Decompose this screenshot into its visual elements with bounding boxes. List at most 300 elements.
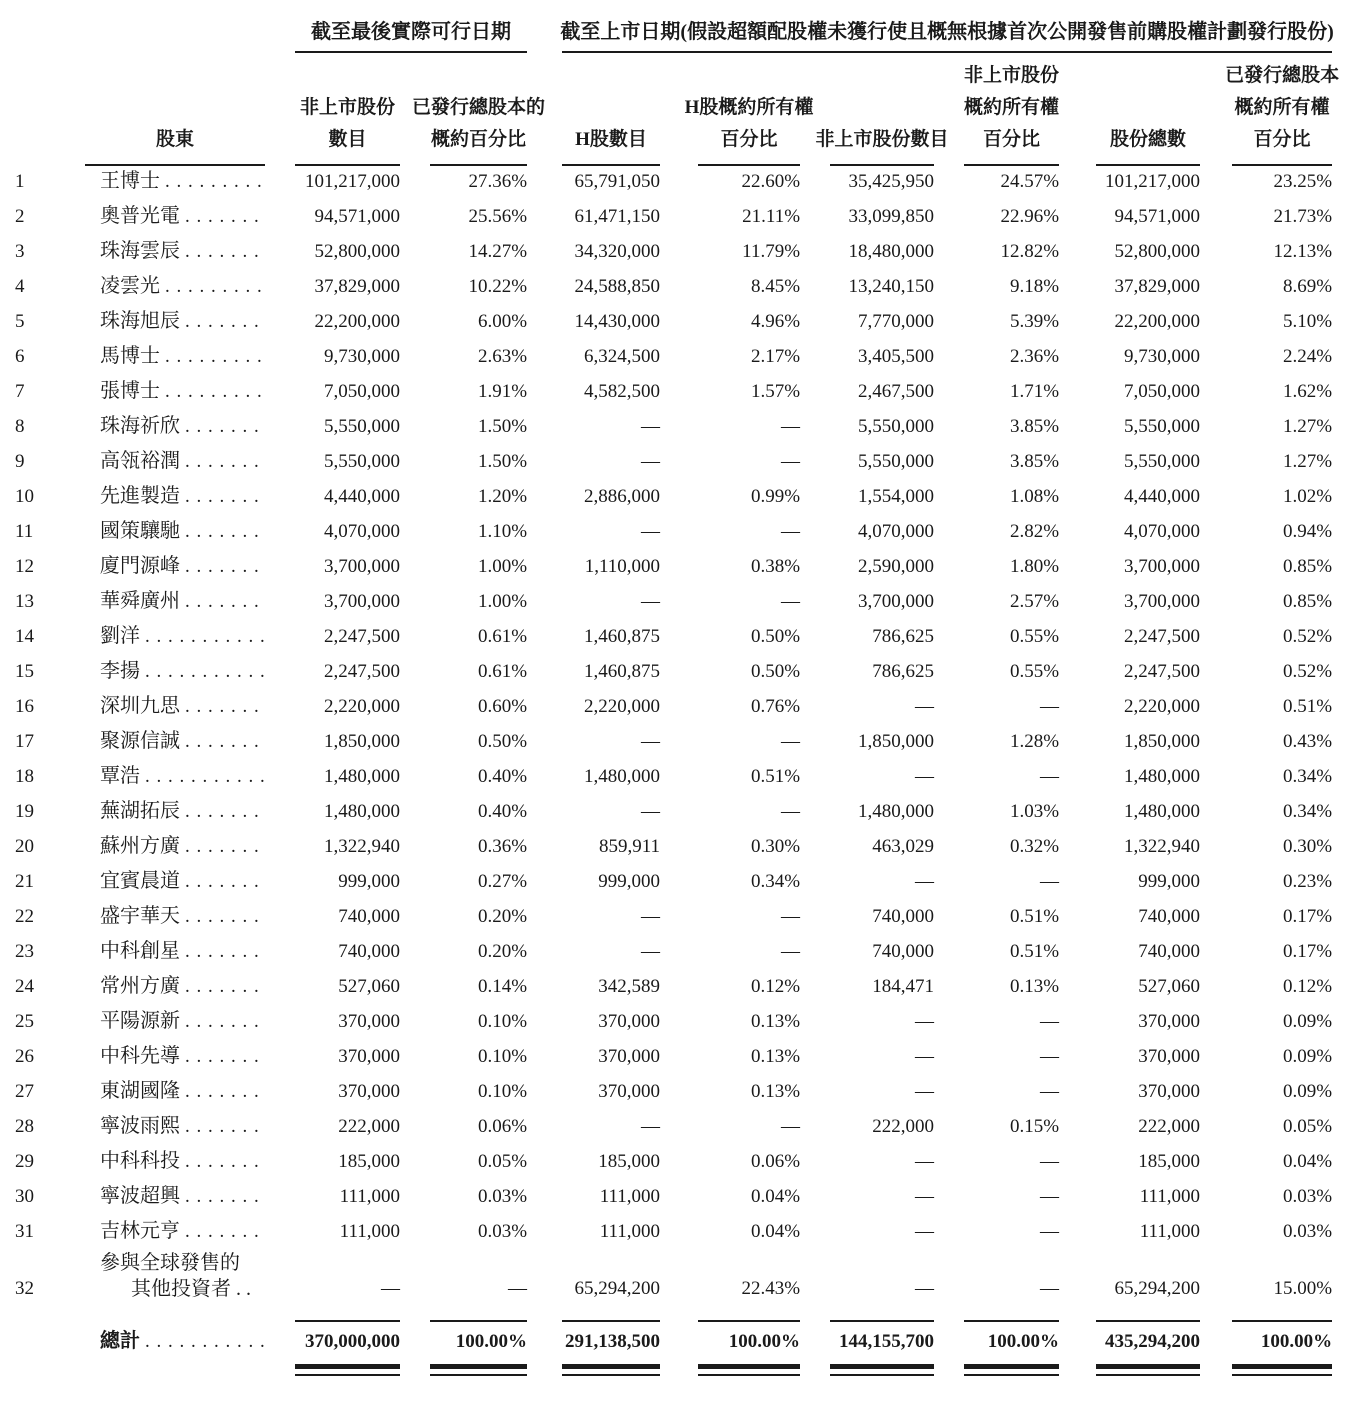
header-h-shares-ownership-percentage bbox=[684, 52, 814, 165]
dot-leader bbox=[180, 519, 265, 545]
column-gap bbox=[527, 550, 562, 585]
column-gap bbox=[934, 235, 964, 270]
row-number: 31 bbox=[15, 1221, 34, 1242]
group-header-latest-practicable-date bbox=[295, 0, 527, 52]
value-cell: 0.40% bbox=[477, 766, 528, 787]
column-gap bbox=[265, 0, 295, 52]
column-gap bbox=[800, 1075, 830, 1110]
dot-leader bbox=[180, 1079, 265, 1105]
column-gap bbox=[660, 375, 698, 410]
value-cell: 37,829,000 bbox=[1114, 276, 1201, 297]
row-number: 16 bbox=[15, 696, 34, 717]
table-row bbox=[0, 1145, 1348, 1180]
shareholder-name bbox=[85, 235, 265, 270]
shareholder-name-label: 廈門源峰 bbox=[100, 555, 180, 577]
column-gap bbox=[265, 795, 295, 830]
value-cell: 3,405,500 bbox=[858, 346, 935, 367]
column-gap bbox=[1200, 760, 1232, 795]
row-number: 25 bbox=[15, 1011, 34, 1032]
table-row bbox=[0, 410, 1348, 445]
value-cell: 0.12% bbox=[750, 976, 801, 997]
value-cell: 0.06% bbox=[750, 1151, 801, 1172]
value-cell: — bbox=[915, 1278, 935, 1299]
dot-leader bbox=[180, 484, 265, 510]
value-cell: 0.12% bbox=[1283, 976, 1333, 997]
shareholder-name-wrap bbox=[85, 868, 265, 895]
double-rule bbox=[830, 1359, 934, 1383]
table-body bbox=[0, 165, 1348, 1307]
shareholder-name bbox=[85, 725, 265, 760]
value-cell: 111,000 bbox=[1139, 1186, 1201, 1207]
column-gap bbox=[934, 1040, 964, 1075]
value-cell: 2,220,000 bbox=[1124, 696, 1201, 717]
value-cell: 37,829,000 bbox=[314, 276, 400, 297]
shareholder-name-wrap bbox=[85, 973, 265, 1000]
value-cell: 34,320,000 bbox=[574, 241, 661, 262]
column-gap bbox=[265, 830, 295, 865]
column-gap bbox=[1200, 1075, 1232, 1110]
column-gap bbox=[800, 550, 830, 585]
header-h-shares-number bbox=[562, 52, 660, 165]
dot-leader bbox=[140, 624, 265, 650]
column-gap bbox=[1200, 1250, 1232, 1307]
value-cell: 370,000 bbox=[1138, 1081, 1201, 1102]
column-gap bbox=[527, 0, 562, 52]
column-gap bbox=[800, 585, 830, 620]
value-cell: 740,000 bbox=[338, 941, 400, 962]
value-cell: 9,730,000 bbox=[324, 346, 400, 367]
value-cell: 222,000 bbox=[1138, 1116, 1201, 1137]
column-gap bbox=[527, 375, 562, 410]
header-line: 數目 bbox=[328, 129, 367, 150]
column-gap bbox=[934, 865, 964, 900]
value-cell: 5.10% bbox=[1283, 311, 1333, 332]
value-cell: 5,550,000 bbox=[324, 416, 400, 437]
column-gap bbox=[527, 900, 562, 935]
shareholder-name-label: 盛宇華天 bbox=[100, 905, 180, 927]
table-row bbox=[0, 865, 1348, 900]
column-gap bbox=[1059, 865, 1096, 900]
row-number: 2 bbox=[15, 206, 25, 227]
column-gap bbox=[800, 200, 830, 235]
dot-leader bbox=[180, 589, 265, 615]
shareholder-name bbox=[85, 760, 265, 795]
shareholder-name-wrap bbox=[85, 308, 265, 335]
value-cell: — bbox=[781, 906, 801, 927]
column-gap bbox=[800, 1005, 830, 1040]
column-gap bbox=[1059, 1250, 1096, 1307]
value-cell: 1.00% bbox=[477, 591, 528, 612]
value-cell: 0.51% bbox=[1283, 696, 1333, 717]
column-gap bbox=[400, 200, 430, 235]
value-cell: 1,480,000 bbox=[1124, 801, 1201, 822]
value-cell: 0.20% bbox=[477, 906, 528, 927]
value-cell: 5.39% bbox=[1009, 311, 1060, 332]
value-cell: 0.03% bbox=[477, 1221, 528, 1242]
column-gap bbox=[265, 410, 295, 445]
column-gap bbox=[800, 900, 830, 935]
row-number: 5 bbox=[15, 311, 25, 332]
table-row bbox=[0, 620, 1348, 655]
row-number: 15 bbox=[15, 661, 34, 682]
column-gap bbox=[660, 165, 698, 200]
value-cell: 0.04% bbox=[750, 1221, 801, 1242]
column-gap bbox=[527, 410, 562, 445]
shareholder-name bbox=[85, 865, 265, 900]
shareholder-name-wrap bbox=[85, 1008, 265, 1035]
shareholder-name-wrap bbox=[85, 658, 265, 685]
value-cell: 0.61% bbox=[477, 626, 528, 647]
column-gap bbox=[934, 1359, 964, 1383]
value-cell: 3,700,000 bbox=[1124, 591, 1201, 612]
table-row bbox=[0, 585, 1348, 620]
value-cell: 0.10% bbox=[477, 1046, 528, 1067]
column-gap bbox=[265, 1307, 295, 1359]
column-gap bbox=[265, 480, 295, 515]
shareholder-name-label: 寧波雨熙 bbox=[100, 1115, 180, 1137]
column-gap bbox=[1200, 480, 1232, 515]
column-gap bbox=[660, 1040, 698, 1075]
value-cell: 0.51% bbox=[1009, 906, 1060, 927]
value-cell: 1,480,000 bbox=[324, 801, 400, 822]
column-gap bbox=[934, 270, 964, 305]
column-gap bbox=[400, 655, 430, 690]
column-gap bbox=[934, 655, 964, 690]
shareholder-name-wrap bbox=[85, 203, 265, 230]
total-value-cell: 100.00% bbox=[964, 1307, 1059, 1359]
value-cell: 7,770,000 bbox=[858, 311, 935, 332]
header-unlisted-ownership-percentage bbox=[964, 52, 1059, 165]
value-cell: — bbox=[1040, 1186, 1060, 1207]
value-cell: 4,070,000 bbox=[324, 521, 400, 542]
value-cell: 1.80% bbox=[1009, 556, 1060, 577]
column-gap bbox=[265, 1180, 295, 1215]
column-gap bbox=[1332, 410, 1348, 445]
row-number: 21 bbox=[15, 871, 34, 892]
double-rule bbox=[698, 1359, 800, 1383]
value-cell: 94,571,000 bbox=[314, 206, 400, 227]
value-cell: 2,247,500 bbox=[1124, 661, 1201, 682]
row-number: 32 bbox=[15, 1278, 34, 1299]
shareholder-name-wrap bbox=[85, 623, 265, 650]
column-gap bbox=[1059, 165, 1096, 200]
column-gap bbox=[400, 865, 430, 900]
column-gap bbox=[1332, 340, 1348, 375]
value-cell: 0.51% bbox=[1009, 941, 1060, 962]
value-cell: 11.79% bbox=[742, 241, 801, 262]
column-gap bbox=[527, 830, 562, 865]
value-cell: 2,220,000 bbox=[584, 696, 661, 717]
header-total-shares bbox=[1096, 52, 1200, 165]
value-cell: 1.71% bbox=[1009, 381, 1060, 402]
column-gap bbox=[265, 865, 295, 900]
column-gap bbox=[660, 970, 698, 1005]
column-gap bbox=[1332, 1145, 1348, 1180]
column-gap bbox=[1332, 1040, 1348, 1075]
total-value-cell: 291,138,500 bbox=[562, 1307, 660, 1359]
column-gap bbox=[1059, 795, 1096, 830]
row-number: 6 bbox=[15, 346, 25, 367]
column-gap bbox=[800, 760, 830, 795]
total-row bbox=[0, 1307, 1348, 1359]
column-gap bbox=[800, 1180, 830, 1215]
column-gap bbox=[265, 655, 295, 690]
column-gap bbox=[1059, 270, 1096, 305]
column-gap bbox=[400, 725, 430, 760]
column-gap bbox=[400, 690, 430, 725]
table-footer bbox=[0, 1307, 1348, 1383]
column-gap bbox=[265, 1145, 295, 1180]
column-gap bbox=[1059, 480, 1096, 515]
value-cell: 5,550,000 bbox=[1124, 416, 1201, 437]
value-cell: 1,110,000 bbox=[584, 556, 661, 577]
dot-leader bbox=[180, 1184, 265, 1210]
column-gap bbox=[400, 1075, 430, 1110]
column-gap bbox=[800, 375, 830, 410]
value-cell: — bbox=[1040, 1046, 1060, 1067]
column-gap bbox=[800, 970, 830, 1005]
value-cell: 14,430,000 bbox=[574, 311, 661, 332]
row-number: 27 bbox=[15, 1081, 34, 1102]
value-cell: 2,886,000 bbox=[584, 486, 661, 507]
value-cell: 3.85% bbox=[1009, 416, 1060, 437]
value-cell: 370,000 bbox=[1138, 1046, 1201, 1067]
header-unlisted-shares-number-listing bbox=[815, 52, 949, 165]
shareholder-name-wrap bbox=[85, 413, 265, 440]
value-cell: 94,571,000 bbox=[1114, 206, 1201, 227]
column-gap bbox=[660, 1215, 698, 1250]
column-gap bbox=[934, 725, 964, 760]
shareholder-name-label: 中科創星 bbox=[100, 940, 180, 962]
column-gap bbox=[934, 795, 964, 830]
shareholder-name bbox=[85, 445, 265, 480]
value-cell: 740,000 bbox=[872, 941, 935, 962]
column-gap bbox=[1332, 1075, 1348, 1110]
table-row bbox=[0, 655, 1348, 690]
value-cell: 12.13% bbox=[1273, 241, 1333, 262]
column-gap bbox=[660, 410, 698, 445]
dot-leader bbox=[160, 274, 265, 300]
value-cell: — bbox=[781, 451, 801, 472]
header-line: H股概約所有權 bbox=[684, 97, 814, 118]
column-gap bbox=[934, 1110, 964, 1145]
shareholder-name bbox=[85, 620, 265, 655]
column-gap bbox=[400, 760, 430, 795]
column-gap bbox=[660, 1110, 698, 1145]
rule-spacer bbox=[85, 1359, 265, 1383]
value-cell: 22,200,000 bbox=[1114, 311, 1201, 332]
value-cell: 2,467,500 bbox=[858, 381, 935, 402]
shareholder-name-label: 王博士 bbox=[100, 170, 160, 192]
shareholder-name-label: 東湖國隆 bbox=[100, 1080, 180, 1102]
value-cell: 740,000 bbox=[1138, 906, 1201, 927]
total-value-cell: 435,294,200 bbox=[1096, 1307, 1200, 1359]
value-cell: 1.02% bbox=[1283, 486, 1333, 507]
column-gap bbox=[265, 270, 295, 305]
value-cell: 1,480,000 bbox=[584, 766, 661, 787]
value-cell: 0.76% bbox=[750, 696, 801, 717]
value-cell: 1.27% bbox=[1283, 451, 1333, 472]
column-gap bbox=[400, 620, 430, 655]
value-cell: 6.00% bbox=[477, 311, 528, 332]
column-gap bbox=[934, 1307, 964, 1359]
value-cell: 1,850,000 bbox=[858, 731, 935, 752]
column-gap bbox=[400, 900, 430, 935]
column-gap bbox=[265, 935, 295, 970]
column-gap bbox=[1200, 165, 1232, 200]
column-gap bbox=[800, 165, 830, 200]
table-row bbox=[0, 165, 1348, 200]
row-number: 3 bbox=[15, 241, 25, 262]
row-number: 11 bbox=[15, 521, 34, 542]
value-cell: — bbox=[1040, 1011, 1060, 1032]
column-gap bbox=[1200, 410, 1232, 445]
column-gap bbox=[400, 515, 430, 550]
column-gap bbox=[527, 340, 562, 375]
column-gap bbox=[1059, 1075, 1096, 1110]
column-gap bbox=[1332, 795, 1348, 830]
header-line: 已發行總股本的 bbox=[412, 97, 546, 118]
column-gap bbox=[527, 760, 562, 795]
row-number: 20 bbox=[15, 836, 34, 857]
dot-leader bbox=[180, 869, 265, 895]
value-cell: 2,247,500 bbox=[1124, 626, 1201, 647]
value-cell: 2.17% bbox=[750, 346, 801, 367]
shareholder-name-label: 深圳九思 bbox=[100, 695, 180, 717]
value-cell: 0.13% bbox=[750, 1081, 801, 1102]
column-gap bbox=[1059, 585, 1096, 620]
table-row bbox=[0, 1005, 1348, 1040]
column-gap bbox=[800, 340, 830, 375]
column-gap bbox=[265, 235, 295, 270]
shareholder-name-label: 國策驤馳 bbox=[100, 520, 180, 542]
value-cell: 3,700,000 bbox=[324, 591, 400, 612]
column-gap bbox=[1200, 900, 1232, 935]
group-header-listing-date bbox=[562, 0, 1332, 52]
shareholder-name-label: 宜賓晨道 bbox=[100, 870, 180, 892]
column-gap bbox=[265, 550, 295, 585]
value-cell: 6,324,500 bbox=[584, 346, 661, 367]
row-number: 22 bbox=[15, 906, 34, 927]
shareholder-name-label: 珠海祈欣 bbox=[100, 415, 180, 437]
shareholder-name bbox=[85, 1180, 265, 1215]
value-cell: 0.99% bbox=[750, 486, 801, 507]
column-gap bbox=[400, 235, 430, 270]
value-cell: 0.43% bbox=[1283, 731, 1333, 752]
value-cell: — bbox=[641, 591, 661, 612]
column-gap bbox=[660, 200, 698, 235]
shareholder-name bbox=[85, 1145, 265, 1180]
value-cell: 0.04% bbox=[1283, 1151, 1333, 1172]
total-value-cell: 100.00% bbox=[430, 1307, 527, 1359]
column-gap bbox=[1332, 830, 1348, 865]
value-cell: 1.62% bbox=[1283, 381, 1333, 402]
shareholder-name-wrap bbox=[85, 273, 265, 300]
shareholder-name bbox=[85, 305, 265, 340]
column-gap bbox=[527, 165, 562, 200]
header-line: H股數目 bbox=[575, 129, 647, 150]
column-gap bbox=[1332, 200, 1348, 235]
shareholder-name-label: 常州方廣 bbox=[100, 975, 180, 997]
dot-leader bbox=[180, 1219, 265, 1245]
shareholder-name-label: 吉林元亨 bbox=[100, 1220, 180, 1242]
column-gap bbox=[400, 1180, 430, 1215]
value-cell: — bbox=[915, 1186, 935, 1207]
value-cell: 0.27% bbox=[477, 871, 528, 892]
shareholder-name-label: 李揚 bbox=[100, 660, 140, 682]
value-cell: 5,550,000 bbox=[858, 451, 935, 472]
column-gap bbox=[1200, 270, 1232, 305]
column-gap bbox=[1200, 200, 1232, 235]
value-cell: 0.52% bbox=[1283, 626, 1333, 647]
value-cell: 27.36% bbox=[468, 171, 528, 192]
shareholder-name bbox=[85, 970, 265, 1005]
value-cell: 0.06% bbox=[477, 1116, 528, 1137]
value-cell: 0.32% bbox=[1009, 836, 1060, 857]
table-row bbox=[0, 235, 1348, 270]
column-gap bbox=[1200, 655, 1232, 690]
dot-leader bbox=[140, 1329, 265, 1355]
value-cell: 0.05% bbox=[1283, 1116, 1333, 1137]
value-cell: 5,550,000 bbox=[324, 451, 400, 472]
column-gap bbox=[400, 830, 430, 865]
value-cell: — bbox=[641, 906, 661, 927]
column-gap bbox=[1200, 235, 1232, 270]
value-cell: 740,000 bbox=[1138, 941, 1201, 962]
value-cell: 8.69% bbox=[1283, 276, 1333, 297]
column-gap bbox=[934, 585, 964, 620]
value-cell: 185,000 bbox=[598, 1151, 661, 1172]
value-cell: 0.14% bbox=[477, 976, 528, 997]
column-gap bbox=[934, 620, 964, 655]
value-cell: 0.20% bbox=[477, 941, 528, 962]
value-cell: 1,322,940 bbox=[324, 836, 400, 857]
column-gap bbox=[660, 1075, 698, 1110]
column-gap bbox=[527, 970, 562, 1005]
column-gap bbox=[527, 305, 562, 340]
column-gap bbox=[934, 480, 964, 515]
column-gap bbox=[1200, 305, 1232, 340]
value-cell: 370,000 bbox=[338, 1081, 400, 1102]
table-row bbox=[0, 900, 1348, 935]
column-gap bbox=[1059, 900, 1096, 935]
column-gap bbox=[265, 1359, 295, 1383]
column-gap bbox=[527, 1040, 562, 1075]
value-cell: 52,800,000 bbox=[1114, 241, 1201, 262]
column-gap bbox=[660, 585, 698, 620]
value-cell: 2,247,500 bbox=[324, 661, 400, 682]
column-gap bbox=[1059, 1005, 1096, 1040]
column-gap bbox=[400, 1040, 430, 1075]
value-cell: 0.34% bbox=[750, 871, 801, 892]
table-row bbox=[0, 200, 1348, 235]
header-shareholder bbox=[85, 52, 265, 165]
dot-leader bbox=[180, 1149, 265, 1175]
column-gap bbox=[934, 1145, 964, 1180]
table-row bbox=[0, 375, 1348, 410]
column-gap bbox=[1200, 1359, 1232, 1383]
value-cell: 13,240,150 bbox=[848, 276, 935, 297]
column-gap bbox=[934, 900, 964, 935]
column-gap bbox=[400, 1005, 430, 1040]
value-cell: 999,000 bbox=[1138, 871, 1201, 892]
column-gap bbox=[1200, 445, 1232, 480]
value-cell: 0.10% bbox=[477, 1011, 528, 1032]
group-header-latest-practicable-date-label: 截至最後實際可行日期 bbox=[311, 21, 512, 43]
column-gap bbox=[1200, 1180, 1232, 1215]
value-cell: 0.10% bbox=[477, 1081, 528, 1102]
shareholder-name-wrap bbox=[85, 693, 265, 720]
